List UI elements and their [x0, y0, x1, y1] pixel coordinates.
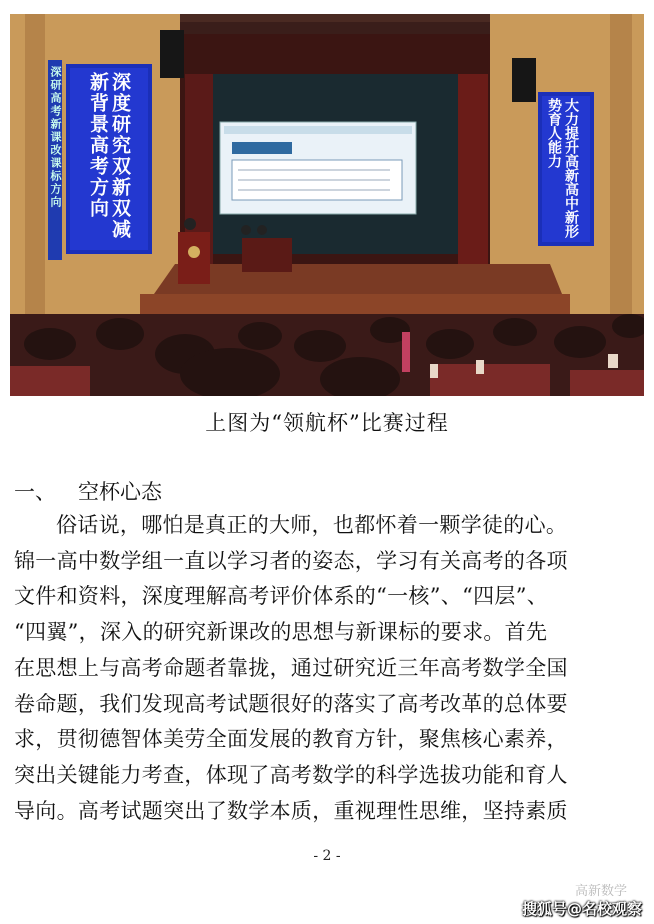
- section-number: 一、: [14, 480, 56, 504]
- paragraph-line: 突出关键能力考查，体现了高考数学的科学选拔功能和育人: [14, 762, 568, 787]
- right-led-banner: 大力提升高新高中新形势育人能力: [546, 98, 579, 238]
- body-paragraph: [14, 508, 644, 829]
- section-title: 空杯心态: [78, 480, 162, 504]
- left-led-banner: 深度研究双新双减新背景高考方向: [87, 72, 131, 240]
- paragraph-line: 在思想上与高考命题者靠拢，通过研究近三年高考数学全国: [14, 655, 568, 680]
- watermark-account: 高新数学: [575, 884, 628, 899]
- paragraph-line: 俗话说，哪怕是真正的大师，也都怀着一颗学徒的心。: [56, 513, 568, 537]
- page-number: - 2 -: [313, 848, 341, 864]
- watermark-site: 搜狐号@名校观察: [521, 900, 642, 918]
- paragraph-line: 锦一高中数学组一直以学习者的姿态，学习有关高考的各项: [14, 548, 568, 573]
- event-photo: [10, 14, 644, 396]
- paragraph-line: 文件和资料，深度理解高考评价体系的“一核”、“四层”、: [14, 584, 549, 609]
- far-left-banner: 深研高考新课改课标方向: [49, 66, 62, 209]
- paragraph-line: 求，贯彻德智体美劳全面发展的教育方针，聚焦核心素养，: [14, 727, 568, 752]
- paragraph-line: “四翼”，深入的研究新课改的思想与新课标的要求。首先: [14, 620, 548, 645]
- paragraph-line: 导向。高考试题突出了数学本质，重视理性思维，坚持素质: [14, 798, 568, 823]
- section-heading: [14, 476, 162, 506]
- paragraph-line: 卷命题，我们发现高考试题很好的落实了高考改革的总体要: [14, 691, 568, 716]
- photo-caption: 上图为“领航杯”比赛过程: [205, 411, 449, 435]
